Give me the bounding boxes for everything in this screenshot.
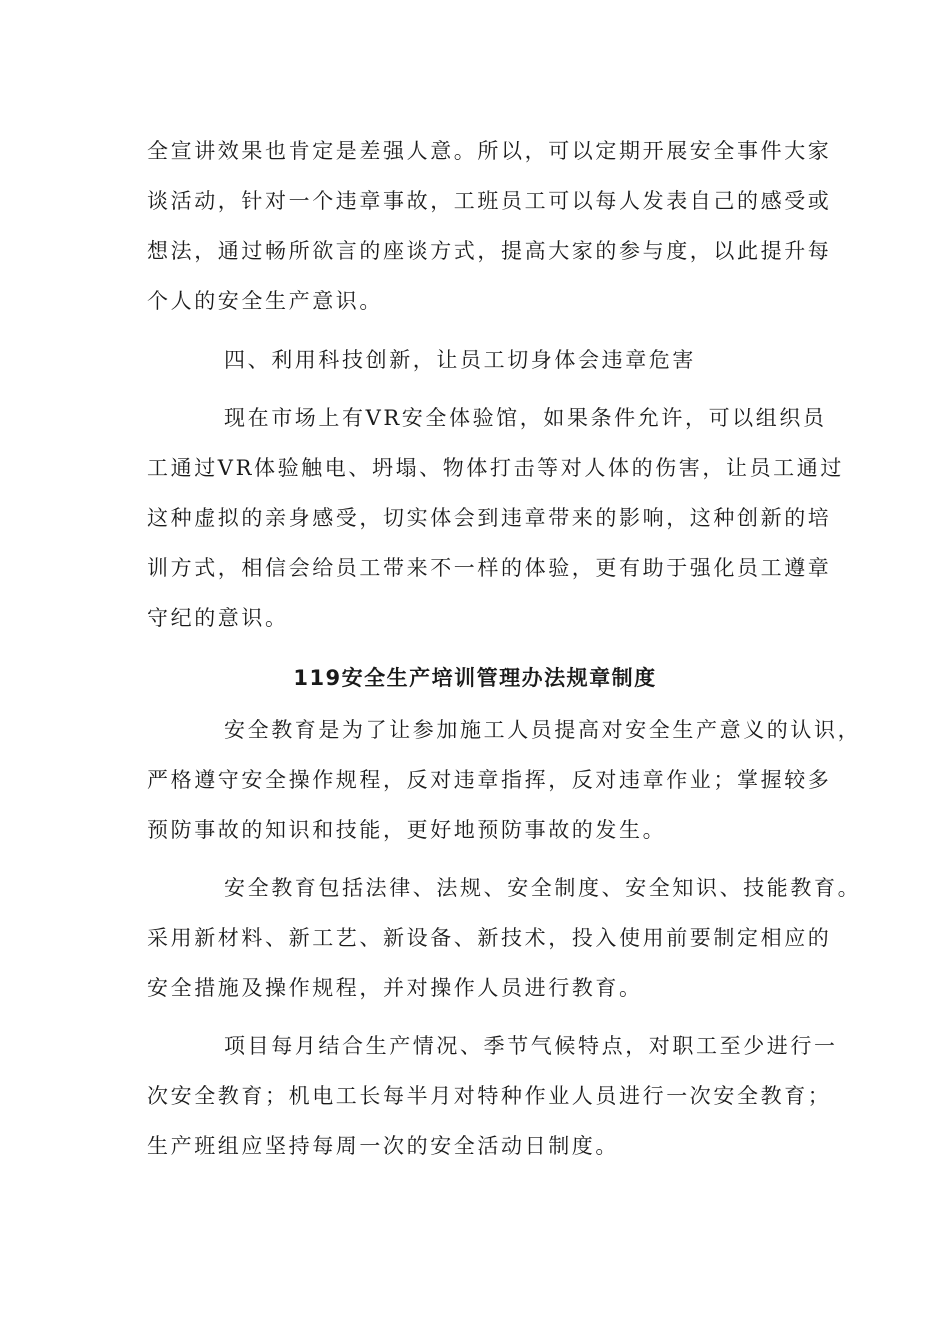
document-title: 119安全生产培训管理办法规章制度: [293, 666, 657, 690]
paragraph-line: 想法，通过畅所欲言的座谈方式，提高大家的参与度，以此提升每: [147, 239, 832, 263]
paragraph-line: 全宣讲效果也肯定是差强人意。所以，可以定期开展安全事件大家: [147, 139, 832, 163]
paragraph-line: 安全教育是为了让参加施工人员提高对安全生产意义的认识，: [224, 718, 862, 742]
paragraph-line: 次安全教育；机电工长每半月对特种作业人员进行一次安全教育；: [147, 1084, 832, 1108]
paragraph-line: 生产班组应坚持每周一次的安全活动日制度。: [147, 1134, 619, 1158]
paragraph-line: 采用新材料、新工艺、新设备、新技术，投入使用前要制定相应的: [147, 926, 832, 950]
paragraph-line: 安全教育包括法律、法规、安全制度、安全知识、技能教育。: [224, 876, 862, 900]
paragraph-line: 项目每月结合生产情况、季节气候特点，对职工至少进行一: [224, 1034, 838, 1058]
paragraph-line: 严格遵守安全操作规程，反对违章指挥，反对违章作业；掌握较多: [147, 768, 832, 792]
paragraph-line: 训方式，相信会给员工带来不一样的体验，更有助于强化员工遵章: [147, 556, 832, 580]
paragraph-line: 这种虚拟的亲身感受，切实体会到违章带来的影响，这种创新的培: [147, 506, 832, 530]
paragraph-line: 个人的安全生产意识。: [147, 289, 383, 313]
paragraph-line: 守纪的意识。: [147, 606, 289, 630]
section-heading: 四、利用科技创新，让员工切身体会违章危害: [224, 348, 696, 372]
paragraph-line: 工通过VR体验触电、坍塌、物体打击等对人体的伤害，让员工通过: [147, 456, 844, 480]
paragraph-line: 谈活动，针对一个违章事故，工班员工可以每人发表自己的感受或: [147, 189, 832, 213]
paragraph-line: 现在市场上有VR安全体验馆，如果条件允许，可以组织员: [224, 406, 827, 430]
paragraph-line: 安全措施及操作规程，并对操作人员进行教育。: [147, 976, 643, 1000]
paragraph-line: 预防事故的知识和技能，更好地预防事故的发生。: [147, 818, 667, 842]
